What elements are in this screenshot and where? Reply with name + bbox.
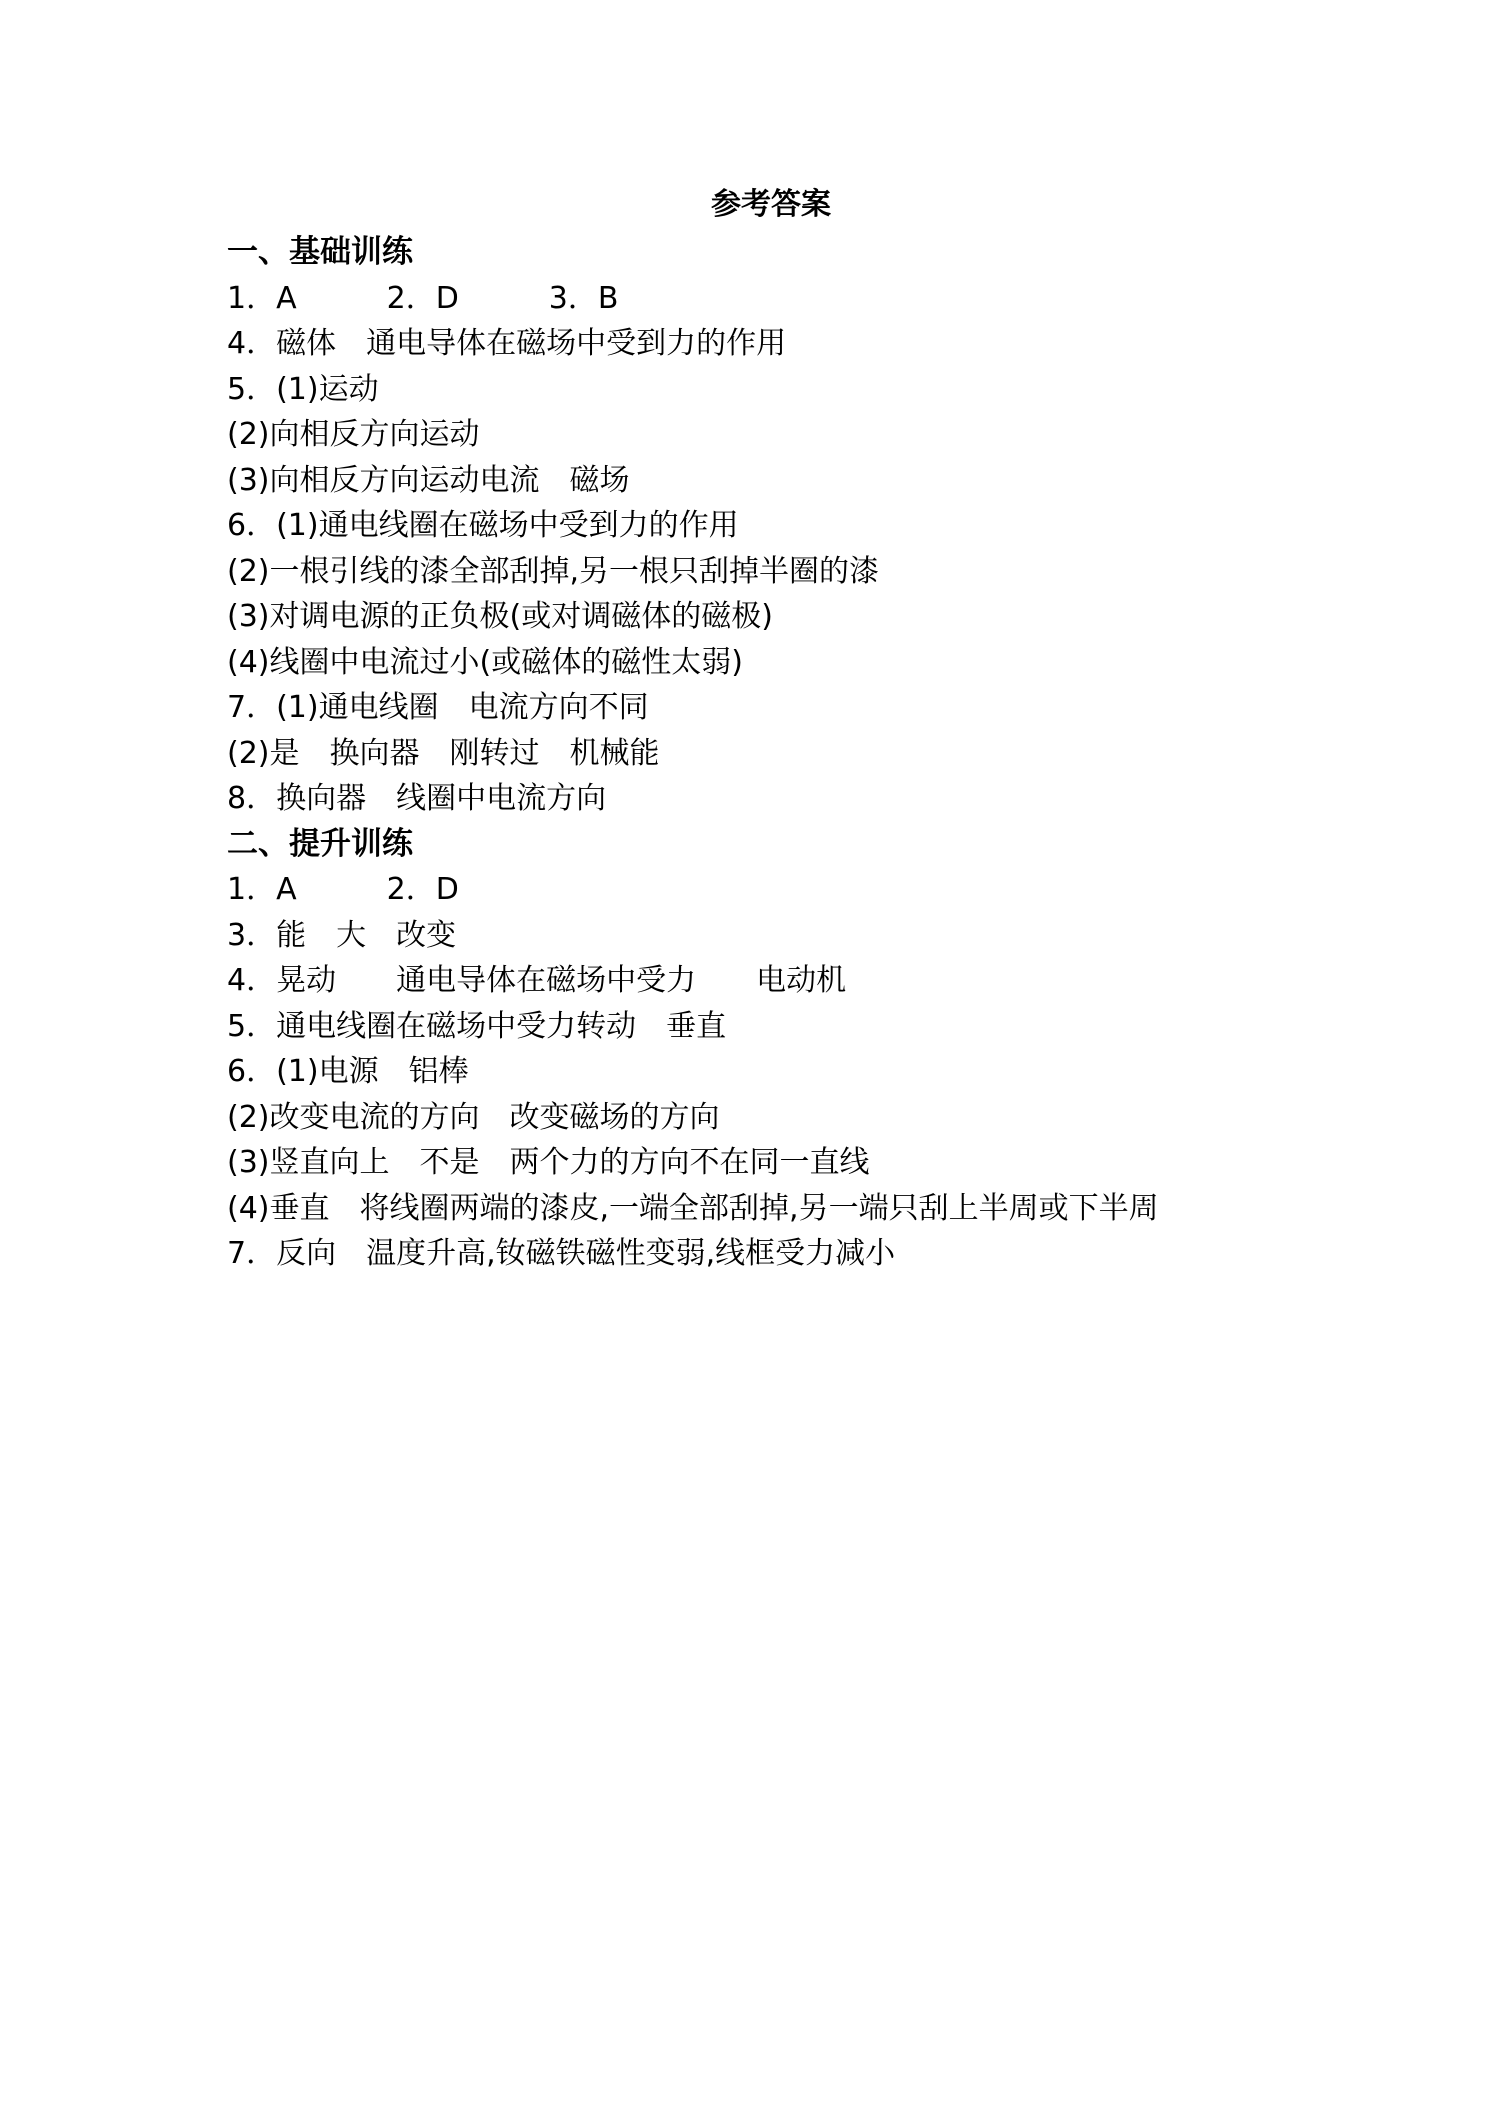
answer-line: 6．(1)通电线圈在磁场中受到力的作用 [227,508,739,543]
section-advanced-training [227,822,1277,1277]
answer-line: 1．A 2．D [227,872,459,907]
answer-list [227,867,1277,1277]
page-title: 参考答案 [711,187,831,222]
answer-line: 5．通电线圈在磁场中受力转动 垂直 [227,1008,727,1044]
answer-line: (2)是 换向器 刚转过 机械能 [227,735,660,771]
answer-line: 1．A 2．D 3．B [227,280,619,316]
answer-line: 7．(1)通电线圈 电流方向不同 [227,690,649,725]
answer-line: (3)向相反方向运动电流 磁场 [227,462,630,498]
answer-line: (3)对调电源的正负极(或对调磁体的磁极) [227,599,773,634]
answer-line: (2)一根引线的漆全部刮掉,另一根只刮掉半圈的漆 [227,553,880,589]
answer-line: (3)竖直向上 不是 两个力的方向不在同一直线 [227,1145,870,1180]
answer-line: 6．(1)电源 铝棒 [227,1054,469,1089]
answer-line: (2)改变电流的方向 改变磁场的方向 [227,1099,720,1135]
answer-line: (4)线圈中电流过小(或磁体的磁性太弱) [227,644,743,680]
answer-line: (2)向相反方向运动 [227,417,480,452]
answer-content [227,180,1277,1277]
answer-list [227,276,1277,822]
section-heading: 二、提升训练 [227,825,413,862]
answer-line: 4．晃动 通电导体在磁场中受力 电动机 [227,963,847,998]
answer-line: 8．换向器 线圈中电流方向 [227,781,607,816]
answer-line: 4．磁体 通电导体在磁场中受到力的作用 [227,326,787,361]
answer-line: 7．反向 温度升高,钕磁铁磁性变弱,线框受力减小 [227,1236,896,1271]
answer-line: (4)垂直 将线圈两端的漆皮,一端全部刮掉,另一端只刮上半周或下半周 [227,1190,1159,1226]
section-heading: 一、基础训练 [227,234,413,270]
section-basic-training [227,230,1277,822]
answer-line: 5．(1)运动 [227,371,379,407]
answer-line: 3．能 大 改变 [227,917,457,953]
